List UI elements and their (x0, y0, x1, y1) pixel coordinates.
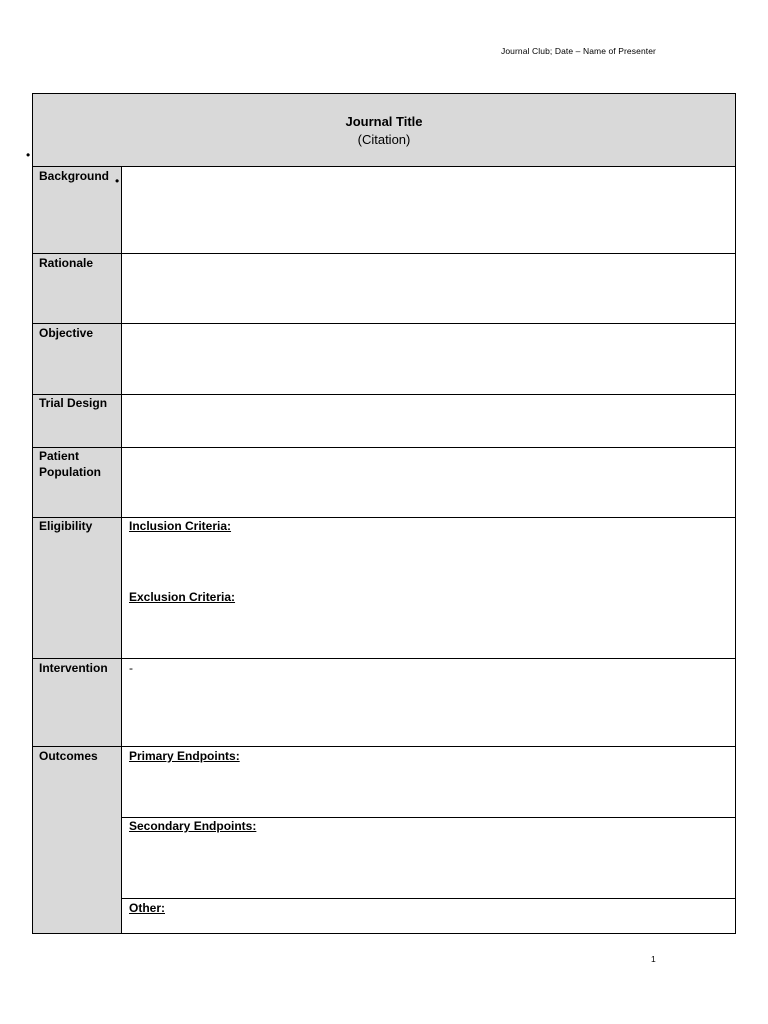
rationale-field[interactable] (129, 256, 729, 318)
other-heading[interactable]: Other: (129, 901, 165, 915)
page-number: 1 (651, 954, 656, 964)
rationale-label: Rationale (39, 256, 94, 270)
patient-population-label (39, 448, 121, 480)
outcomes-label: Outcomes (39, 749, 98, 763)
trial-design-field[interactable] (129, 396, 729, 442)
objective-label: Objective (39, 326, 94, 340)
title-band (33, 94, 735, 167)
row-divider (33, 323, 735, 324)
journal-club-form (32, 93, 736, 934)
outcomes-divider (122, 898, 735, 899)
journal-title[interactable]: Journal Title (345, 114, 423, 129)
intervention-label: Intervention (39, 661, 108, 675)
patient-population-label-line2: Population (39, 465, 101, 479)
background-label: Background (39, 169, 110, 183)
row-divider (33, 253, 735, 254)
row-divider (33, 394, 735, 395)
secondary-endpoints-heading[interactable]: Secondary Endpoints: (129, 819, 257, 833)
row-divider (33, 746, 735, 747)
objective-field[interactable] (129, 326, 729, 388)
row-divider (33, 447, 735, 448)
background-field[interactable] (129, 170, 729, 248)
patient-population-label-line1: Patient (39, 449, 80, 463)
inclusion-criteria-heading[interactable]: Inclusion Criteria: (129, 519, 232, 533)
label-column (33, 167, 122, 933)
margin-bullet: • (26, 148, 31, 162)
exclusion-criteria-heading[interactable]: Exclusion Criteria: (129, 590, 236, 604)
patient-population-field[interactable] (129, 449, 729, 511)
trial-design-label: Trial Design (39, 396, 108, 410)
primary-endpoints-heading[interactable]: Primary Endpoints: (129, 749, 240, 763)
background-bullet: • (115, 174, 120, 188)
eligibility-label: Eligibility (39, 519, 93, 533)
row-divider (33, 658, 735, 659)
page-header: Journal Club; Date – Name of Presenter (501, 46, 656, 56)
intervention-field[interactable]: - (129, 661, 133, 675)
citation[interactable]: (Citation) (357, 132, 411, 147)
